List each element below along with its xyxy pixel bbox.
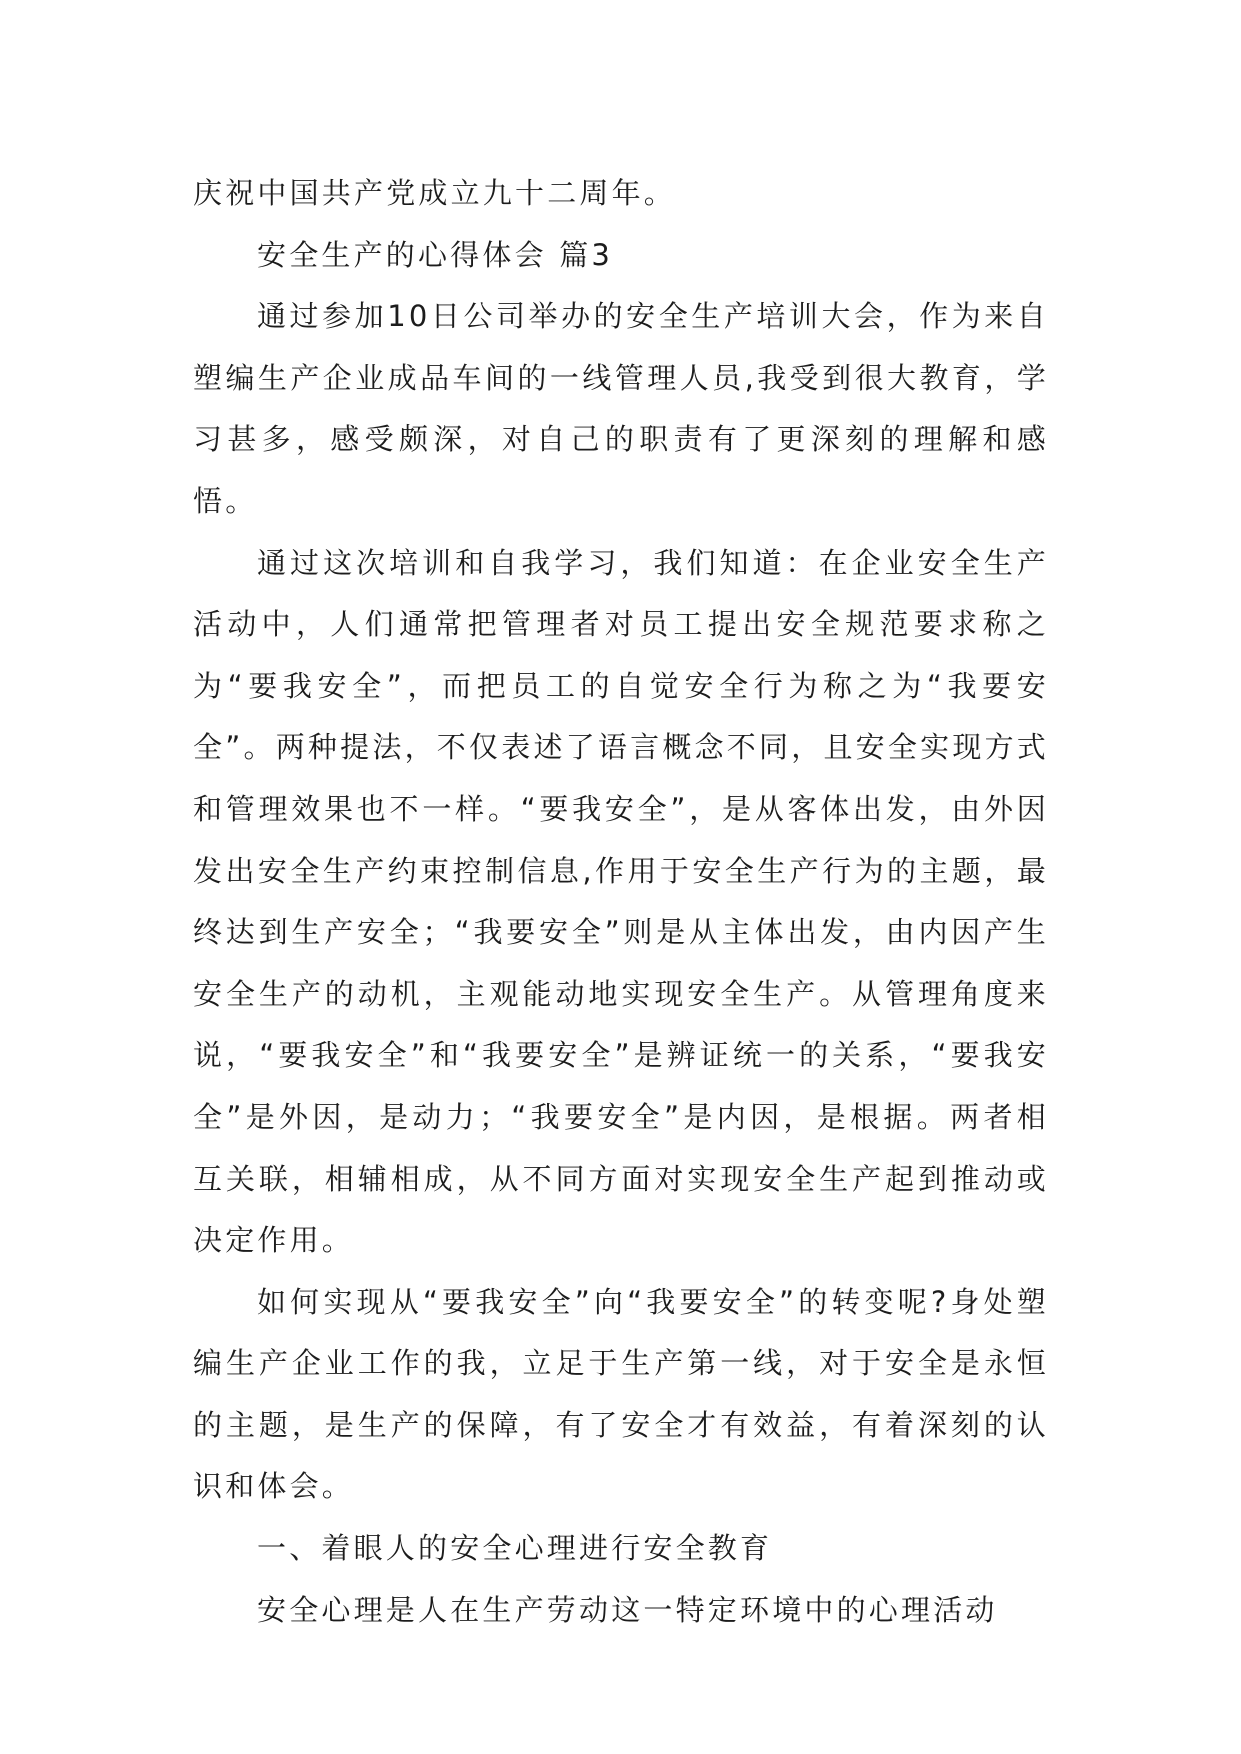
- paragraph-concept: 通过这次培训和自我学习，我们知道：在企业安全生产活动中，人们通常把管理者对员工提出安全规范要求称之为“要我安全”，而把员工的自觉安全行为称之为“我要安全”。两种提法，不仅表述了语言概念不同，且安全实现方式和管理效果也不一样。“要我安全”，是从客体出发，由外因发出安全生产约束控制信息,作用于安全生产行为的主题，最终达到生产安全；“我要安全”则是从主体出发，由内因产生安全生产的动机，主观能动地实现安全生产。从管理角度来说，“要我安全”和“我要安全”是辨证统一的关系，“要我安全”是外因，是动力；“我要安全”是内因，是根据。两者相互关联，相辅相成，从不同方面对实现安全生产起到推动或决定作用。: [193, 545, 1049, 1258]
- paragraph-closing-line: 庆祝中国共产党成立九十二周年。: [193, 176, 677, 210]
- paragraph-intro: 通过参加10日公司举办的安全生产培训大会，作为来自塑编生产企业成品车间的一线管理人员,我受到很大教育，学习甚多，感受颇深，对自己的职责有了更深刻的理解和感悟。: [193, 299, 1049, 518]
- subheading-safety-psychology: 一、着眼人的安全心理进行安全教育: [257, 1531, 773, 1566]
- section-title: 安全生产的心得体会 篇3: [257, 237, 614, 272]
- paragraph-transition: 如何实现从“要我安全”向“我要安全”的转变呢?身处塑编生产企业工作的我，立足于生产第一线，对于安全是永恒的主题，是生产的保障，有了安全才有效益，有着深刻的认识和体会。: [193, 1284, 1049, 1504]
- document-body: [193, 163, 1049, 1641]
- paragraph-safety-psychology: 安全心理是人在生产劳动这一特定环境中的心理活动: [257, 1592, 998, 1627]
